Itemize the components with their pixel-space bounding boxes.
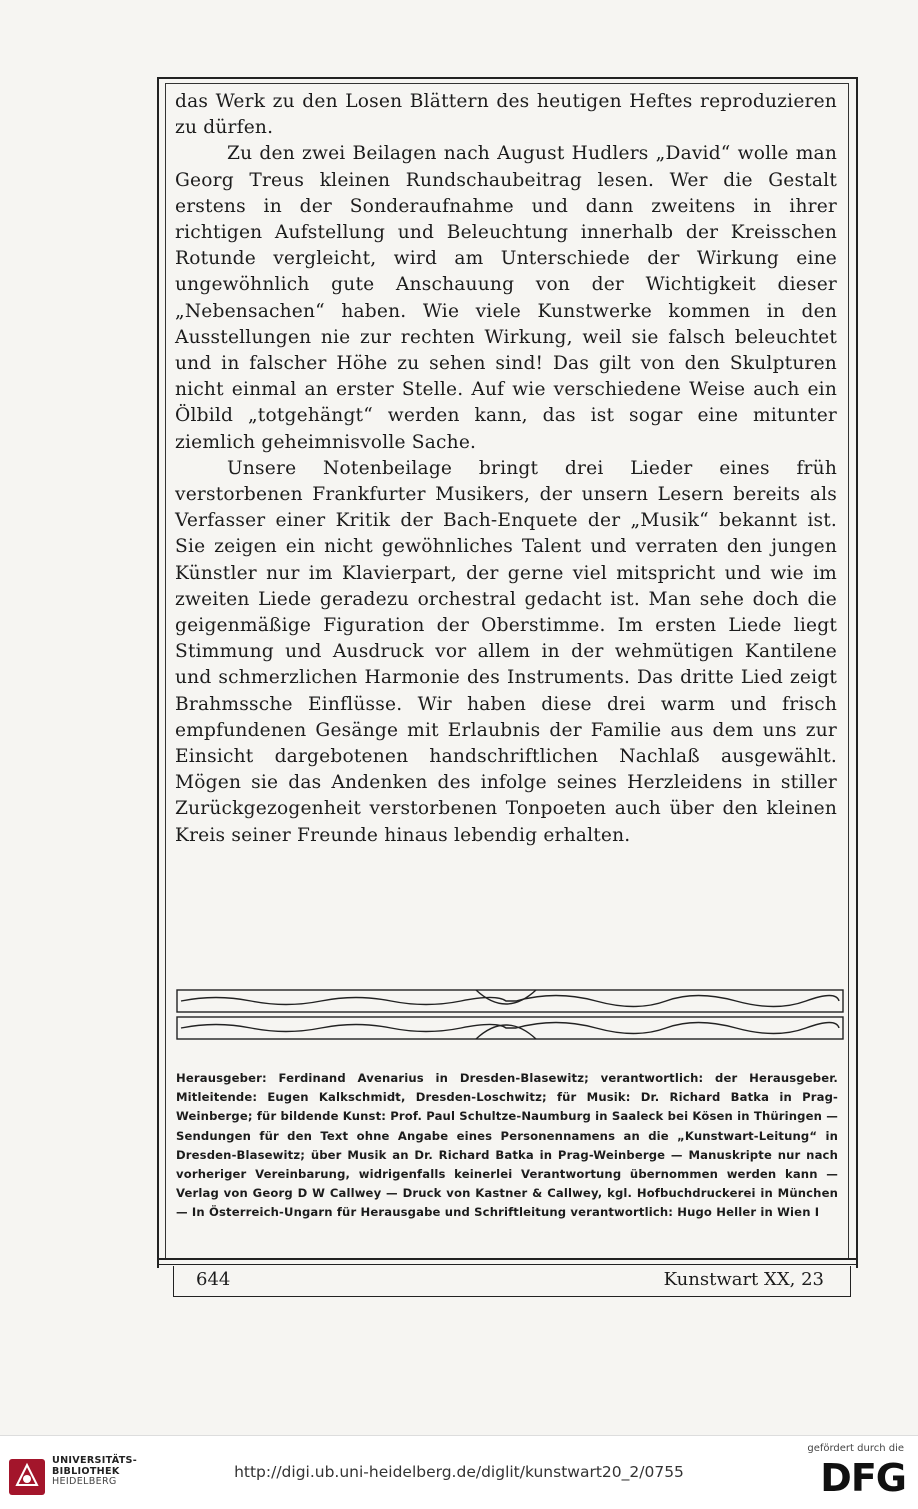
paragraph-2: Zu den zwei Beilagen nach August Hudlers „David“ wolle man Georg Treus kleinen Rundschaubeitrag lesen. Wer die Gestalt erstens in der Sonderaufnahme und dann zweitens in ihrer richtigen Aufstellung und Beleuchtung innerhalb der Kreisschen Rotunde vergleicht, wird am Unterschiede der Wirkung eine ungewöhnlich gute Anschauung von der Wichtigkeit dieser „Nebensachen“ haben. Wie viele Kunstwerke kommen in den Ausstellungen nie zur rechten Wirkung, weil sie falsch beleuchtet und in falscher Höhe zu sehen sind! Das gilt von den Skulpturen nicht einmal an erster Stelle. Auf wie verschiedene Weise auch ein Ölbild „totgehängt“ werden kann, das ist sogar eine mitunter ziemlich geheimnisvolle Sache. [175,143,837,453]
library-line-2: BIBLIOTHEK [52,1465,120,1477]
running-title: Kunstwart XX, 23 [663,1269,824,1290]
library-line-3: HEIDELBERG [52,1476,117,1487]
imprint-text: Herausgeber: Ferdinand Avenarius in Dresden-Blasewitz; verantwortlich: der Herausgeber. Mitleitende: Eugen Kalkschmidt, Dresden-Loschwitz; für Musik: Dr. Richard Batka in Prag-Weinberge; für bildende Kunst: Prof. Paul Schultze-Naumburg in Saaleck bei Kösen in Thüringen — Sendungen für den Text ohne Angabe eines Personennamens an die „Kunstwart-Leitung“ in Dresden-Blasewitz; über Musik an Dr. Richard Batka in Prag-Weinberge — Manuskripte nur nach vorheriger Vereinbarung, widrigenfalls keinerlei Verantwortung übernommen werden kann — Verlag von Georg D W Callwey — Druck von Kastner & Callwey, kgl. Hofbuchdruckerei in München — In Österreich-Ungarn für Herausgabe und Schriftleitung verantwortlich: Hugo Heller in Wien I [176,1071,838,1220]
page-frame-rule [157,1264,856,1265]
permalink-url[interactable]: http://digi.ub.uni-heidelberg.de/diglit/kunstwart20_2/0755 [234,1463,684,1481]
funding-label: gefördert durch die [807,1443,904,1454]
page-frame-rule [157,1258,856,1260]
page-frame-rule [848,83,849,1258]
paragraph-3: Unsere Notenbeilage bringt drei Lieder eines früh verstorbenen Frankfurter Musikers, der unsern Lesern bereits als Verfasser einer Kritik der Bach-Enquete der „Musik“ bekannt ist. Sie zeigen ein nicht gewöhnliches Talent und verraten den jungen Künstler nur im Klavierpart, der gerne viel mitspricht und wie im zweiten Liede geradezu orchestral gedacht ist. Man sehe doch die geigenmäßige Figuration der Oberstimme. Im ersten Liede liegt Stimmung und Ausdruck vor allem in der wehmütigen Kantilene und schmerzlichen Harmonie des Instruments. Das dritte Lied zeigt Brahmssche Einflüsse. Wir haben diese drei warm und frisch empfundenen Gesänge mit Erlaubnis der Familie aus dem uns zur Einsicht dargebotenen handschriftlichen Nachlaß ausgewählt. Mögen sie das Andenken des infolge seines Herzleidens in stiller Zurückgezogenheit verstorbenen Tonpoeten auch über den kleinen Kreis seiner Freunde hinaus lebendig erhalten. [175,457,837,846]
page-folio [173,1266,851,1297]
viewer-footer-bar [0,1435,918,1509]
page-number: 644 [196,1269,231,1290]
paragraph-1: das Werk zu den Losen Blättern des heutigen Heftes reproduzieren zu dürfen. [175,91,837,139]
page-frame-rule [165,83,166,1258]
dfg-logo[interactable]: DFG [820,1456,906,1500]
library-line-1: UNIVERSITÄTS- [52,1455,138,1466]
page-frame-rule [165,83,848,84]
article-body [175,89,837,849]
decorative-border-ornament [176,984,844,1042]
